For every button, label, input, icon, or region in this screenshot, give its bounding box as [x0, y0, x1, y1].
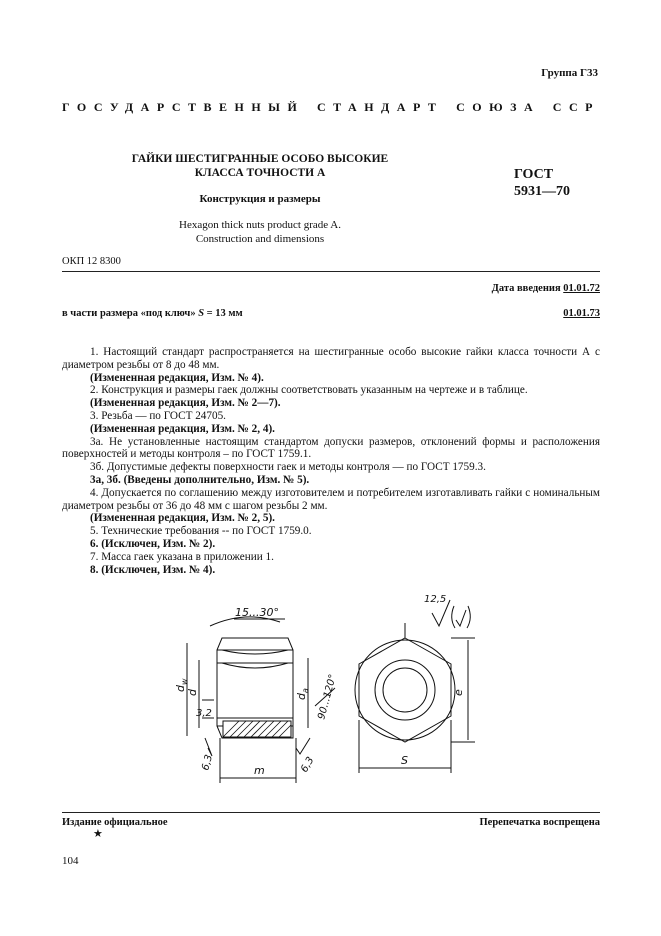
state-word: ГОСУДАРСТВЕННЫЙ: [62, 100, 305, 114]
gost-number: [514, 166, 570, 200]
paragraph: 3а. Не установленные настоящим стандартом допуски размеров, отклонений формы и расположения поверхностей и методы контроля – по ГОСТ 1759.1.: [62, 435, 600, 461]
side-angle-label: 90...120°: [316, 673, 339, 721]
introduction-date: [492, 283, 600, 294]
roughness-6-3-right: 6,3: [299, 755, 317, 775]
d-label: d: [186, 689, 199, 696]
part-symbol: S: [198, 308, 205, 319]
intro-date: 01.01.72: [563, 283, 600, 294]
paragraph: 2. Конструкция и размеры гаек должны соответствовать указанным на чертеже и в таблице.: [90, 384, 528, 397]
star-icon: ★: [93, 828, 103, 840]
amendment-note: (Измененная редакция, Изм. № 2—7).: [90, 397, 281, 410]
section-hatch: [223, 721, 291, 737]
official-edition: Издание официальное: [62, 817, 168, 828]
reprint-prohibited: Перепечатка воспрещена: [479, 817, 600, 828]
page-number: 104: [62, 855, 79, 867]
amendment-note: 8. (Исключен, Изм. № 4).: [90, 563, 216, 576]
state-word: ССР: [552, 100, 600, 114]
amendment-note: 6. (Исключен, Изм. № 2).: [90, 537, 216, 550]
english-title-line: Construction and dimensions: [195, 233, 325, 245]
gost-label: ГОСТ: [514, 167, 554, 182]
roughness-6-3-left: 6,3: [200, 753, 216, 772]
gost-code: 5931—70: [514, 184, 570, 199]
title-line: КЛАССА ТОЧНОСТИ А: [194, 167, 326, 179]
part-date: 01.01.73: [563, 308, 600, 319]
part-size-note: [62, 308, 243, 319]
paragraph: 3б. Допустимые дефекты поверхности гаек и методы контроля — по ГОСТ 1759.3.: [90, 461, 486, 474]
okp-code: ОКП 12 8300: [62, 256, 121, 267]
thread-circle: [383, 668, 427, 712]
english-title: [90, 218, 430, 246]
roughness-value: 12,5: [424, 594, 447, 605]
intro-label: Дата введения: [491, 283, 561, 294]
amendment-note: (Измененная редакция, Изм. № 4).: [90, 371, 264, 384]
paragraph: 1. Настоящий стандарт распространяется на шестигранные особо высокие гайки класса точности А с диаметром резьбы от 8 до 48 мм.: [62, 346, 600, 371]
amendment-note: 3а, 3б. (Введены дополнительно, Изм. № 5).: [90, 473, 310, 486]
nut-top-outline: [359, 638, 451, 742]
paragraph: 4. Допускается по соглашению между изготовителем и потребителем изготавливать гайки с номинальным диаметром резьбы от 36 до 48 мм с шагом резьбы 2 мм.: [62, 486, 600, 512]
paragraph: 5. Технические требования -- по ГОСТ 1759.0.: [90, 525, 312, 538]
dw-label: $d_w$: [174, 678, 189, 692]
nut-drawing: [150, 588, 490, 788]
document-body: [62, 346, 600, 576]
part-value: = 13 мм: [206, 308, 243, 319]
da-label: $d_a$: [295, 688, 310, 700]
english-title-line: Hexagon thick nuts product grade A.: [179, 219, 341, 231]
state-word: СТАНДАРТ: [316, 100, 444, 114]
document-subtitle: Конструкция и размеры: [199, 193, 321, 205]
paragraph: 3. Резьба — по ГОСТ 24705.: [90, 409, 226, 422]
group-code: Группа Г33: [541, 67, 598, 79]
m-label: m: [254, 764, 265, 777]
e-label: e: [452, 689, 465, 696]
document-title: [90, 152, 430, 180]
roughness-3-2: 3,2: [196, 708, 212, 719]
state-word: СОЮЗА: [456, 100, 541, 114]
angle-top-label: 15...30°: [235, 606, 279, 619]
divider: [62, 812, 600, 813]
amendment-note: (Измененная редакция, Изм. № 2, 5).: [90, 512, 275, 525]
bearing-circle: [375, 660, 435, 720]
title-line: ГАЙКИ ШЕСТИГРАННЫЕ ОСОБО ВЫСОКИЕ: [131, 153, 389, 165]
divider: [62, 271, 600, 272]
part-label: в части размера «под ключ»: [62, 308, 196, 319]
state-standard-header: [62, 100, 600, 115]
s-label: S: [401, 754, 408, 767]
paragraph: 7. Масса гаек указана в приложении 1.: [90, 550, 274, 563]
amendment-note: (Измененная редакция, Изм. № 2, 4).: [90, 422, 275, 435]
chamfer-circle: [355, 640, 455, 740]
